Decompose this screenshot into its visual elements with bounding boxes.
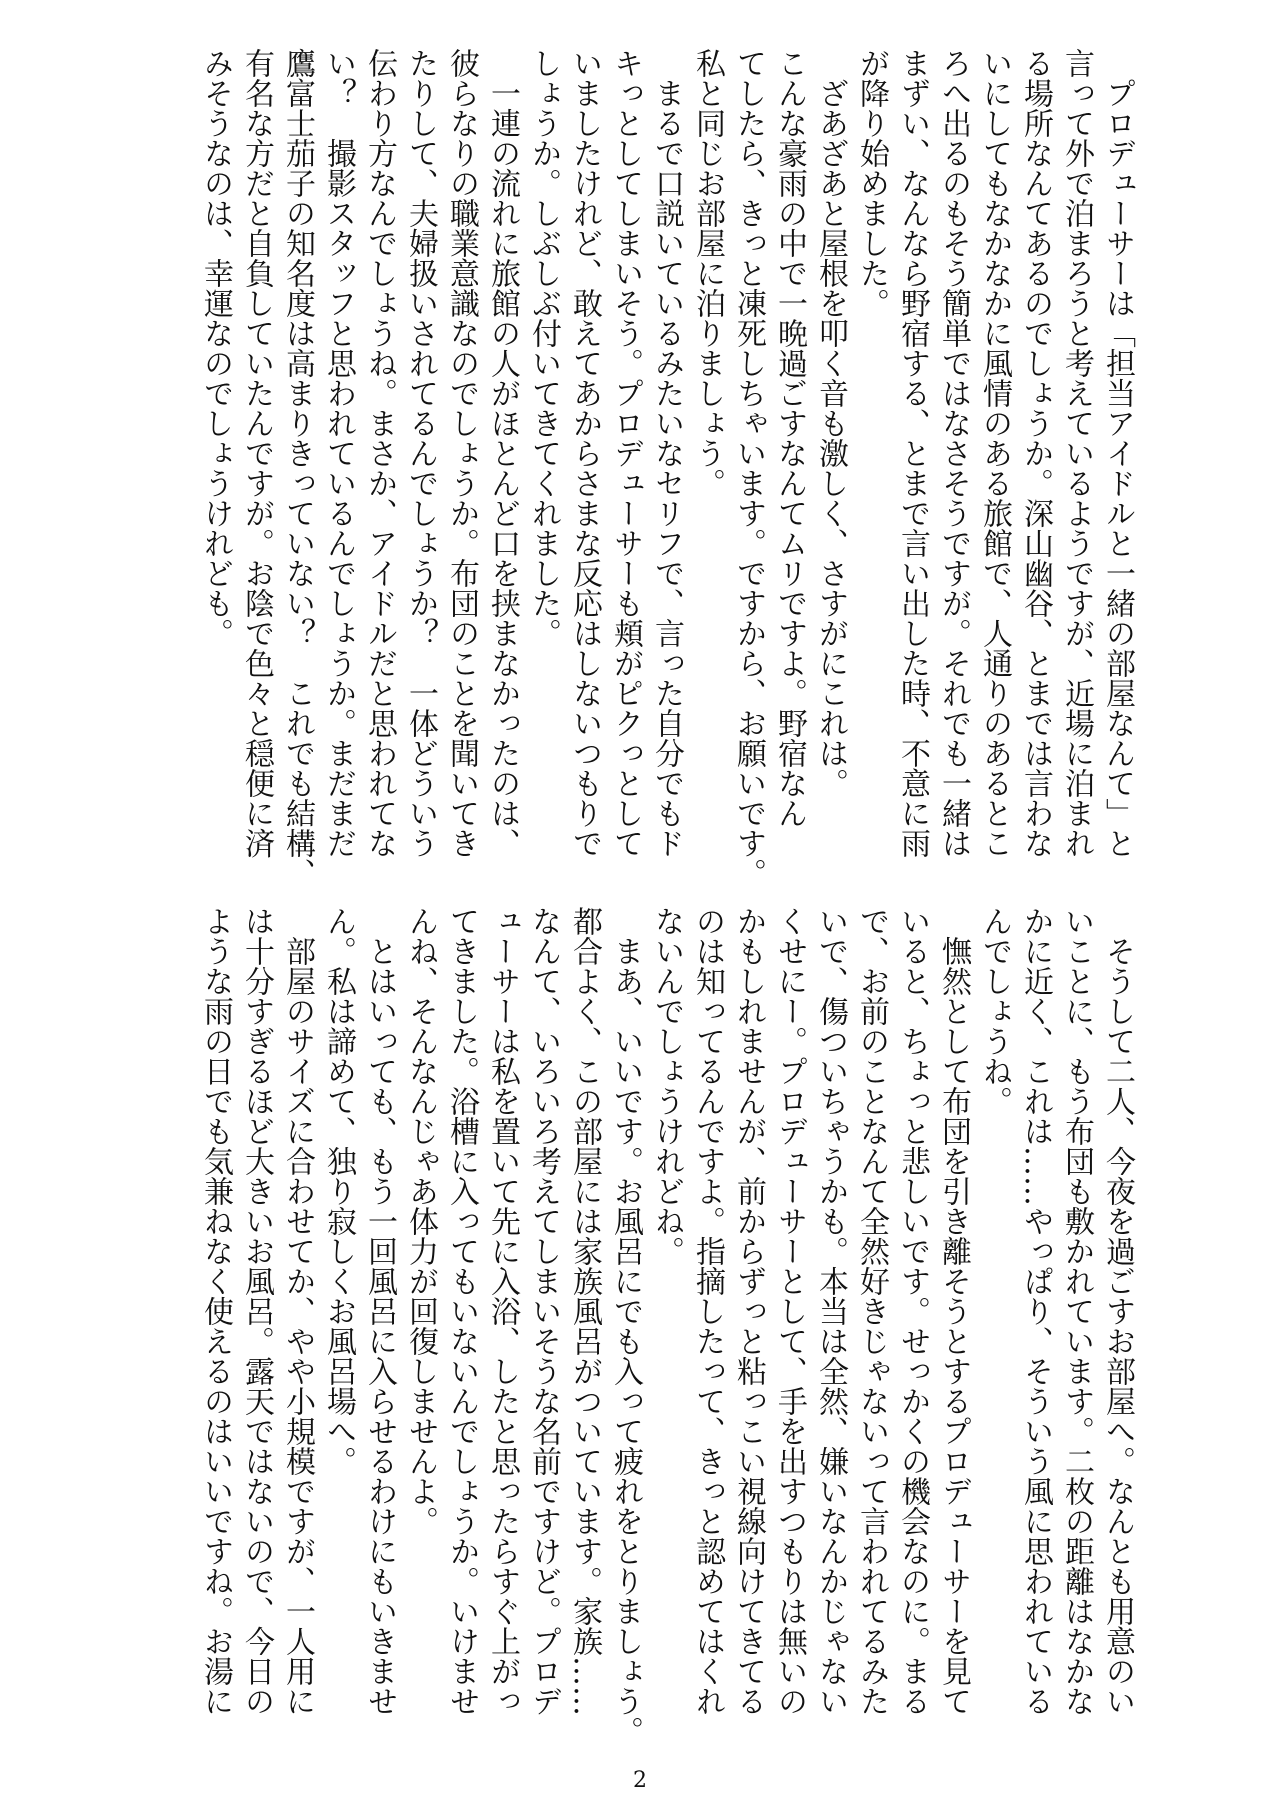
- text-column: てしたら、きっと凍死しちゃいます。ですから、お願いです。: [731, 48, 766, 888]
- text-column: まるで口説いているみたいなセリフで、言った自分でもド: [649, 48, 684, 858]
- text-column: ん。私は諦めて、独り寂しくお風呂場へ。: [321, 906, 356, 1476]
- text-column: ような雨の日でも気兼ねなく使えるのはいいですね。お湯に: [198, 906, 233, 1716]
- text-column: ないんでしょうけれどね。: [649, 906, 684, 1266]
- text-column: とはいっても、もう一回風呂に入らせるわけにもいきませ: [362, 906, 397, 1716]
- text-column: 私と同じお部屋に泊りましょう。: [690, 48, 725, 498]
- text-column: んでしょうね。: [977, 906, 1012, 1116]
- text-column: で、お前のことなんて全然好きじゃないって言われてるみた: [854, 906, 889, 1716]
- text-column: 有名な方だと自負していたんですが。お陰で色々と穏便に済: [239, 48, 274, 858]
- text-column: 一連の流れに旅館の人がほとんど口を挟まなかったのは、: [485, 48, 520, 858]
- text-column: ろへ出るのもそう簡単ではなさそうですが。それでも一緒は: [936, 48, 971, 858]
- text-column: キっとしてしまいそう。プロデューサーも頬がピクっとして: [608, 48, 643, 858]
- page-number: 2: [633, 1768, 647, 1793]
- text-column: いましたけれど、敢えてあからさまな反応はしないつもりで: [567, 48, 602, 858]
- text-column: かもしれませんが、前からずっと粘っこい視線向けてきてる: [731, 906, 766, 1716]
- text-column: 都合よく、この部屋には家族風呂がついています。家族……: [567, 906, 602, 1716]
- text-column: てきました。浴槽に入ってもいないんでしょうか。いけませ: [444, 906, 479, 1716]
- text-column: まあ、いいです。お風呂にでも入って疲れをとりましょう。: [608, 906, 643, 1746]
- text-column: んね、そんなんじゃあ体力が回復しませんよ。: [403, 906, 438, 1536]
- text-column: 憮然として布団を引き離そうとするプロデューサーを見て: [936, 906, 971, 1716]
- text-column: たりして、夫婦扱いされてるんでしょうか？ 一体どういう: [403, 48, 438, 858]
- text-column: まずい、なんなら野宿する、とまで言い出した時、不意に雨: [895, 48, 930, 858]
- text-column: が降り始めました。: [854, 48, 889, 318]
- text-column: は十分すぎるほど大きいお風呂。露天ではないので、今日の: [239, 906, 274, 1716]
- text-column: 彼らなりの職業意識なのでしょうか。布団のことを聞いてき: [444, 48, 479, 858]
- text-column: いことに、もう布団も敷かれています。二枚の距離はなかな: [1059, 906, 1094, 1716]
- text-column: ざあざあと屋根を叩く音も激しく、さすがにこれは。: [813, 48, 848, 798]
- text-column: いにしてもなかなかに風情のある旅館で、人通りのあるとこ: [977, 48, 1012, 858]
- text-column: 鷹富士茄子の知名度は高まりきっていない？ これでも結構、: [280, 48, 315, 888]
- upper-text-block: [195, 48, 1138, 896]
- text-column: かに近く、これは……やっぱり、そういう風に思われている: [1018, 906, 1053, 1716]
- text-column: プロデューサーは「担当アイドルと一緒の部屋なんて」と: [1100, 48, 1135, 858]
- text-column: 部屋のサイズに合わせてか、やや小規模ですが、一人用に: [280, 906, 315, 1716]
- text-column: ューサーは私を置いて先に入浴、したと思ったらすぐ上がっ: [485, 906, 520, 1716]
- text-column: 伝わり方なんでしょうね。まさか、アイドルだと思われてな: [362, 48, 397, 858]
- text-column: しょうか。しぶしぶ付いてきてくれました。: [526, 48, 561, 648]
- text-column: いで、傷ついちゃうかも。本当は全然、嫌いなんかじゃない: [813, 906, 848, 1716]
- text-column: い？ 撮影スタッフと思われているんでしょうか。まだまだ: [321, 48, 356, 858]
- text-column: のは知ってるんですよ。指摘したって、きっと認めてはくれ: [690, 906, 725, 1716]
- text-column: みそうなのは、幸運なのでしょうけれども。: [198, 48, 233, 648]
- text-column: る場所なんてあるのでしょうか。深山幽谷、とまでは言わな: [1018, 48, 1053, 858]
- lower-text-block: [195, 906, 1138, 1754]
- text-column: こんな豪雨の中で一晩過ごすなんてムリですよ。野宿なん: [772, 48, 807, 828]
- text-column: くせにー。プロデューサーとして、手を出すつもりは無いの: [772, 906, 807, 1716]
- text-column: なんて、いろいろ考えてしまいそうな名前ですけど。プロデ: [526, 906, 561, 1716]
- text-column: いると、ちょっと悲しいです。せっかくの機会なのに。まる: [895, 906, 930, 1716]
- text-column: そうして二人、今夜を過ごすお部屋へ。なんとも用意のい: [1100, 906, 1135, 1716]
- text-column: 言って外で泊まろうと考えているようですが、近場に泊まれ: [1059, 48, 1094, 858]
